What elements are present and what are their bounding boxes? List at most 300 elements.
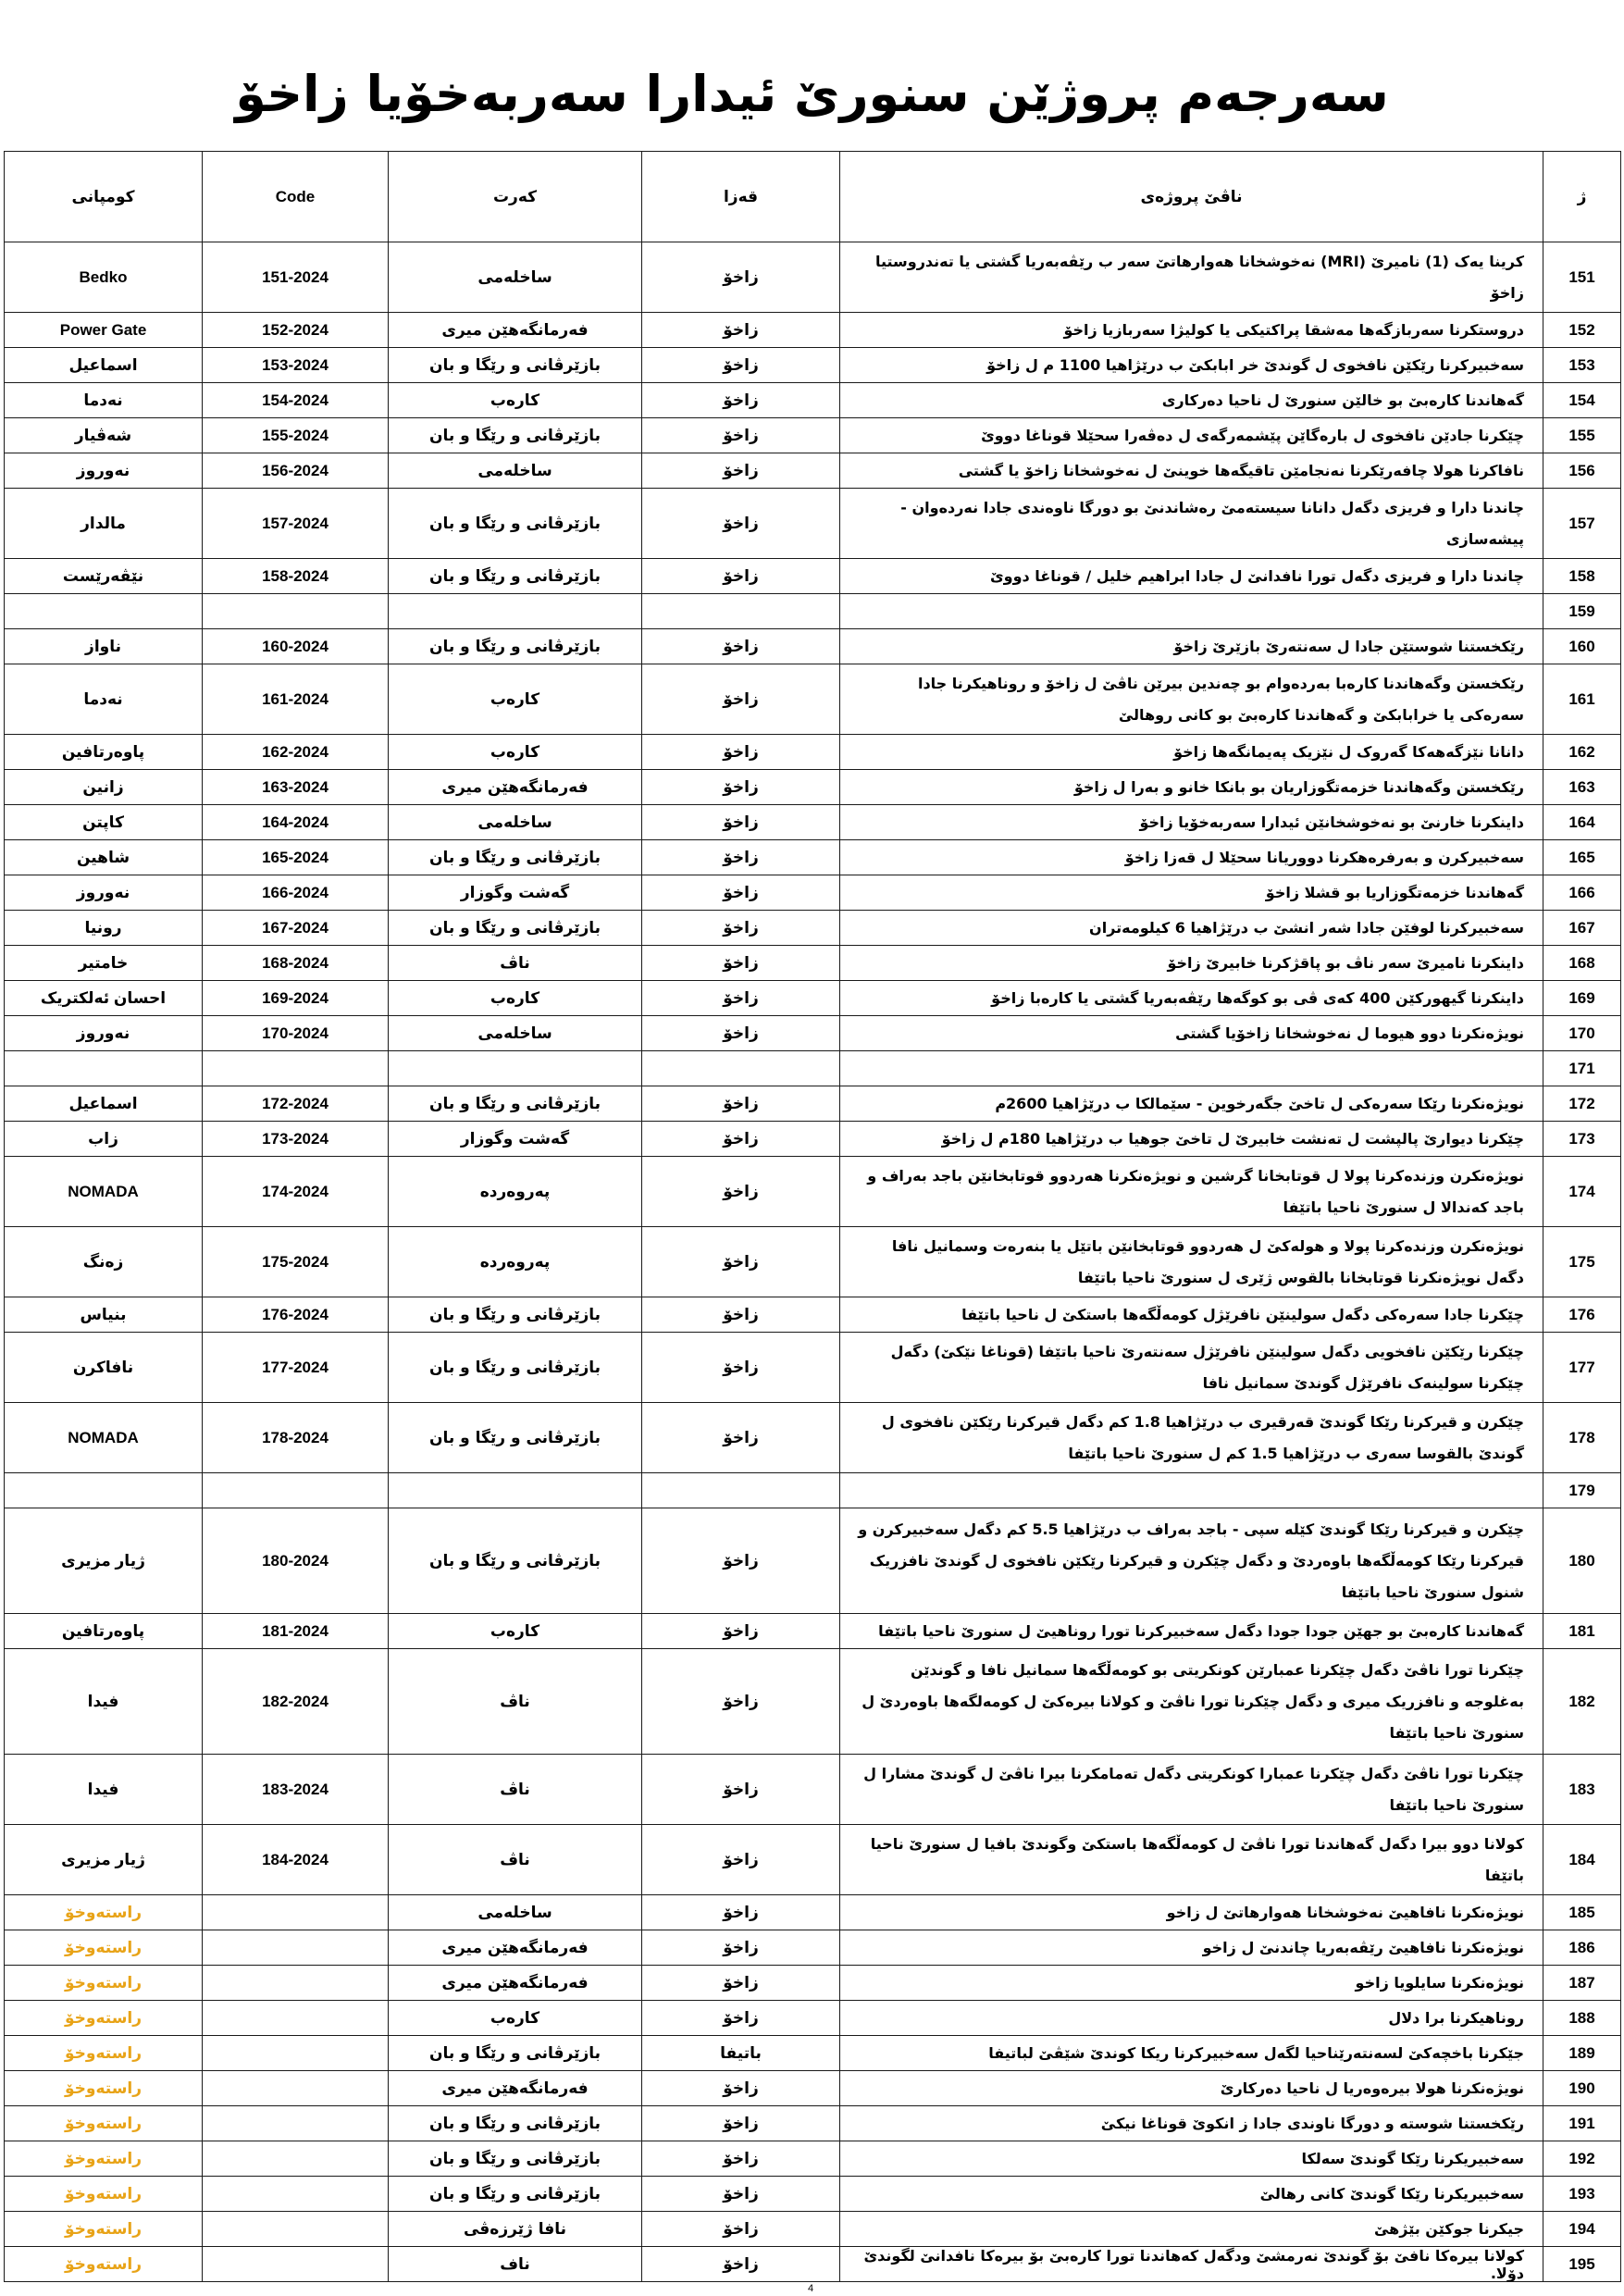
projects-table [4,151,1621,2282]
cell-name [840,594,1543,629]
cell-num [1543,1016,1621,1051]
table-row [5,1930,1621,1966]
header-num: ژ [1577,187,1587,205]
cell-num-text: 165 [1568,848,1595,866]
cell-code [203,840,389,875]
cell-code [203,453,389,489]
cell-name [840,1016,1543,1051]
table-row [5,770,1621,805]
cell-num [1543,1614,1621,1649]
cell-code-text [203,2036,388,2070]
cell-sector-text: بازێرڤانی و رێگا و بان [428,1305,601,1324]
cell-code [203,1614,389,1649]
cell-district-text: زاخۆ [723,813,759,832]
cell-code [203,1086,389,1122]
cell-company-text: نەوروز [76,1024,130,1042]
cell-name-text: نویژەنکرن وزندەکرنا پولا و هولەکێ ل هەردوو قوتابخانێن باتێل یا بنەرەت وسمانیل نافا دگەل نویژەنکرنا قوتابخانا بالقوس ژێری ل سنورێ ناحیا باتێفا [891,1236,1524,1286]
table-row [5,2212,1621,2247]
table-row [5,1966,1621,2001]
cell-company-text: زانین [82,777,124,796]
cell-code-text [203,2071,388,2105]
cell-sector [389,805,642,840]
cell-code [203,2177,389,2212]
cell-num-text: 180 [1568,1551,1595,1570]
cell-company-text: نەدما [83,391,123,409]
table-row [5,1051,1621,1086]
table-row [5,1508,1621,1614]
cell-sector-text: کارەب [490,1621,540,1641]
cell-district [642,453,840,489]
cell-name-text: داینکرنا خارنێ بو نەخوشخانێن ئیدارا سەربەخۆیا زاخۆ [1139,813,1524,831]
cell-code-text: 160-2024 [262,637,329,655]
cell-name-text: دروستکرنا سەربازگەها مەشقا پراکتیکی یا کولیژا سەربازیا زاخۆ [1063,321,1524,339]
cell-code [203,559,389,594]
header-cell-district [642,152,840,242]
cell-num [1543,664,1621,735]
cell-num [1543,348,1621,383]
cell-sector [389,875,642,911]
header-company: کومپانی [71,187,135,205]
cell-name [840,2071,1543,2106]
cell-district [642,559,840,594]
cell-district [642,2177,840,2212]
cell-district-text: زاخۆ [723,1094,759,1113]
table-row [5,453,1621,489]
cell-district-text: زاخۆ [723,1305,759,1324]
table-row [5,489,1621,559]
cell-code [203,489,389,559]
cell-code-text: 161-2024 [262,689,329,708]
cell-code [203,2036,389,2071]
cell-name-text [840,1051,1543,1086]
table-row [5,2106,1621,2141]
cell-district-text: زاخۆ [723,2079,759,2098]
cell-district-text: زاخۆ [723,1621,759,1641]
cell-company-text: بنیاس [80,1305,127,1323]
cell-company-text: کاپتن [82,813,124,831]
cell-num-text: 184 [1568,1850,1595,1868]
cell-company [5,1895,203,1930]
cell-district [642,805,840,840]
cell-num [1543,242,1621,313]
cell-sector-text: بازێرڤانی و رێگا و بان [428,1428,601,1447]
cell-district [642,383,840,418]
cell-num [1543,1825,1621,1895]
cell-district-text: زاخۆ [723,320,759,340]
cell-district [642,1403,840,1473]
cell-company [5,735,203,770]
header-name: ناڤێ پروژەی [1140,187,1243,206]
cell-num [1543,629,1621,664]
cell-num-text: 192 [1568,2149,1595,2167]
cell-code-text: 180-2024 [262,1551,329,1570]
table-row [5,1333,1621,1403]
cell-company [5,1825,203,1895]
cell-code [203,1473,389,1508]
cell-name [840,242,1543,313]
cell-company-text: رونیا [84,918,122,937]
header-cell-company [5,152,203,242]
table-row [5,418,1621,453]
cell-code-text: 167-2024 [262,918,329,937]
cell-district-text: باتیفا [720,2043,762,2063]
page-title: سەرجەم پروژێن سنورێ ئیدارا سەربەخۆیا زاخۆ [235,65,1389,123]
cell-company [5,1297,203,1333]
header-cell-num [1543,152,1621,242]
cell-district [642,1122,840,1157]
cell-name [840,1825,1543,1895]
cell-sector [389,1051,642,1086]
cell-num [1543,1966,1621,2001]
cell-name [840,559,1543,594]
table-row [5,594,1621,629]
cell-sector [389,489,642,559]
table-row [5,348,1621,383]
cell-sector [389,911,642,946]
cell-sector [389,1227,642,1297]
cell-sector [389,2247,642,2282]
cell-district [642,313,840,348]
cell-name [840,2177,1543,2212]
cell-sector [389,1473,642,1508]
cell-district [642,1157,840,1227]
cell-code-text: 174-2024 [262,1182,329,1200]
table-row [5,1895,1621,1930]
cell-num-text: 156 [1568,461,1595,479]
cell-name [840,1086,1543,1122]
cell-num [1543,313,1621,348]
cell-company [5,2177,203,2212]
cell-district-text: زاخۆ [723,267,759,287]
cell-sector-text: فەرمانگەهێن میری [441,320,589,340]
cell-code-text: 176-2024 [262,1305,329,1323]
cell-company [5,348,203,383]
cell-company [5,1473,203,1508]
cell-code-text: 158-2024 [262,566,329,585]
cell-name-text: نویژەنکرنا سایلویا زاخو [1355,1974,1524,1992]
cell-sector-text: بازێرڤانی و رێگا و بان [428,2184,601,2203]
cell-name [840,1930,1543,1966]
cell-num [1543,1649,1621,1755]
cell-name [840,418,1543,453]
cell-company-text: اسماعیل [68,355,138,374]
cell-num [1543,981,1621,1016]
cell-num [1543,2141,1621,2177]
cell-district [642,840,840,875]
cell-company [5,1403,203,1473]
cell-name-text: چێکرنا رێکێن نافخویی دگەل سولینێن نافرێژل سەنتەرێ ناحیا باتێفا (قوناغا نێکێ) دگەل چێکرنا سولینەک نافرێژل گوندێ سمانیل نافا [890,1342,1524,1392]
cell-company [5,313,203,348]
cell-num [1543,1086,1621,1122]
cell-sector-text: فەرمانگەهێن میری [441,777,589,797]
cell-district-text: زاخۆ [723,1129,759,1148]
cell-name [840,1403,1543,1473]
cell-district-text: زاخۆ [723,1903,759,1922]
cell-district [642,911,840,946]
table-row [5,1825,1621,1895]
cell-num [1543,1122,1621,1157]
cell-name-text: رێکخستنا شوستە و دورگا ناوندی جادا ز انکوێ قوناغا نیکێ [1100,2115,1524,2132]
cell-company [5,242,203,313]
cell-name [840,735,1543,770]
cell-company [5,2247,203,2282]
cell-code [203,418,389,453]
cell-sector [389,559,642,594]
cell-district-text [642,1051,839,1086]
cell-name [840,1508,1543,1614]
cell-district [642,2141,840,2177]
cell-company-text: نێڤەرێست [62,566,144,585]
cell-company [5,1157,203,1227]
cell-sector [389,1755,642,1825]
cell-district [642,629,840,664]
cell-name [840,1614,1543,1649]
cell-district-text: زاخۆ [723,2254,759,2274]
cell-name-text: چاندنا دارا و فریزی دگەل تورا نافدانێ ل جادا ابراهیم خلیل / قوناغا دووێ [989,567,1524,585]
cell-name [840,2141,1543,2177]
cell-code-text: 152-2024 [262,320,329,339]
cell-name [840,840,1543,875]
cell-code [203,1930,389,1966]
cell-num [1543,418,1621,453]
cell-sector-text: پەروەردە [479,1252,551,1272]
cell-company-text [5,1051,202,1086]
cell-sector [389,1508,642,1614]
cell-name-text: جێکرنا باخچەکێ لسەنتەرێناحیا لگەل سەخبیرکرنا ریکا کوندێ شێڤێ لباتیفا [988,2044,1524,2062]
cell-num-text: 162 [1568,742,1595,761]
cell-name-text: چێکرنا جادا سەرەکی دگەل سولینێن نافرێژل کومەڵگەها باستکێ ل ناحیا باتێفا [961,1306,1524,1323]
page-number: 4 [808,2283,814,2294]
cell-num [1543,2106,1621,2141]
cell-company [5,1755,203,1825]
cell-code [203,348,389,383]
cell-code-text: 172-2024 [262,1094,329,1112]
cell-num-text: 163 [1568,777,1595,796]
cell-sector-text: بازێرڤانی و رێگا و بان [428,2114,601,2133]
cell-num-text: 181 [1568,1621,1595,1640]
cell-num-text: 175 [1568,1252,1595,1271]
cell-code [203,664,389,735]
cell-company-text: فیدا [87,1692,119,1710]
cell-district [642,489,840,559]
cell-district-text: زاخۆ [723,2008,759,2028]
cell-num-text: 187 [1568,1973,1595,1992]
cell-name [840,1333,1543,1403]
cell-sector-text: بازێرڤانی و رێگا و بان [428,1358,601,1377]
cell-company-text: اسماعیل [68,1094,138,1112]
cell-company [5,770,203,805]
cell-num-text: 152 [1568,320,1595,339]
cell-name-text: نویژەنکرنا نافاهیێ رێڤەبەریا چاندنێ ل زاخو [1202,1939,1524,1956]
cell-name [840,805,1543,840]
cell-sector [389,946,642,981]
cell-num-text: 185 [1568,1903,1595,1921]
cell-company-text: راستەوخۆ [64,2219,143,2238]
cell-sector [389,1086,642,1122]
cell-code-text: 170-2024 [262,1024,329,1042]
cell-code-text [203,2212,388,2246]
cell-sector-text: بازێرڤانی و رێگا و بان [428,2043,601,2063]
cell-sector [389,2141,642,2177]
cell-name-text: گەهاندنا خزمەتگوزاریا بو قشلا زاخۆ [1265,884,1524,901]
cell-district [642,1086,840,1122]
cell-company [5,489,203,559]
cell-sector-text [389,1473,641,1508]
cell-name-text: نویژەنکرنا رێکا سەرەکی ل تاخێ جگەرخوین - سێمالکا ب درێژاهیا 2600م [995,1095,1524,1112]
cell-num [1543,2247,1621,2282]
cell-num [1543,805,1621,840]
cell-name [840,2036,1543,2071]
header-district: قەزا [723,187,759,206]
cell-num [1543,1403,1621,1473]
cell-code [203,1122,389,1157]
cell-code-text [203,2106,388,2141]
cell-code [203,383,389,418]
cell-name [840,981,1543,1016]
cell-code [203,2071,389,2106]
cell-code [203,242,389,313]
cell-sector [389,1122,642,1157]
cell-company-text: مالدار [81,514,126,532]
cell-sector [389,242,642,313]
cell-sector-text: ناڤ [500,953,530,973]
cell-num-text: 169 [1568,988,1595,1007]
cell-num [1543,840,1621,875]
cell-district-text: زاخۆ [723,2219,759,2239]
header-row [5,152,1621,242]
cell-name-text: گەهاندنا کارەبێ بو خالێن سنورێ ل ناحیا دەرکاری [1161,391,1524,409]
table-row [5,1157,1621,1227]
cell-company [5,1649,203,1755]
cell-name [840,1157,1543,1227]
cell-sector [389,2106,642,2141]
cell-sector [389,1825,642,1895]
table-row [5,1227,1621,1297]
cell-num-text: 186 [1568,1938,1595,1956]
cell-code-text: 165-2024 [262,848,329,866]
cell-company [5,2141,203,2177]
cell-code [203,594,389,629]
cell-sector-text [389,594,641,628]
cell-district-text: زاخۆ [723,1692,759,1711]
cell-company-text: راستەوخۆ [64,2114,143,2132]
cell-company-text: راستەوخۆ [64,2149,143,2167]
cell-district [642,1930,840,1966]
cell-num-text: 172 [1568,1094,1595,1112]
cell-num-text: 176 [1568,1305,1595,1323]
header-sector: کەرت [492,187,538,206]
cell-code [203,911,389,946]
cell-sector-text: ناڤ [500,1692,530,1711]
cell-name [840,1051,1543,1086]
cell-company-text: راستەوخۆ [64,2184,143,2203]
cell-district-text: زاخۆ [723,1358,759,1377]
cell-code-text [203,594,388,628]
cell-district [642,2212,840,2247]
cell-code [203,1333,389,1403]
cell-sector [389,348,642,383]
cell-num-text: 154 [1568,391,1595,409]
cell-district-text: زاخۆ [723,742,759,762]
cell-sector [389,840,642,875]
cell-sector [389,1930,642,1966]
cell-code-text: 178-2024 [262,1428,329,1446]
cell-num-text: 174 [1568,1182,1595,1200]
table-row [5,242,1621,313]
cell-sector [389,2212,642,2247]
cell-district [642,1966,840,2001]
cell-district-text: زاخۆ [723,988,759,1008]
cell-district-text: زاخۆ [723,883,759,902]
cell-code-text: 153-2024 [262,355,329,374]
cell-name-text: رێکخستنا شوستێن جادا ل سەنتەرێ بازێرێ زاخۆ [1173,638,1524,655]
cell-sector [389,1297,642,1333]
cell-company [5,664,203,735]
cell-company [5,559,203,594]
cell-name-text: جیکرنا جوکێن بێژهێ [1373,2220,1524,2238]
cell-sector-text: بازێرڤانی و رێگا و بان [428,848,601,867]
cell-company [5,946,203,981]
table-row [5,2036,1621,2071]
cell-sector [389,770,642,805]
cell-sector-text: بازێرڤانی و رێگا و بان [428,2149,601,2168]
cell-sector [389,313,642,348]
cell-code-text: 155-2024 [262,426,329,444]
cell-code-text [203,1473,388,1508]
cell-company [5,1016,203,1051]
table-row [5,911,1621,946]
cell-num [1543,875,1621,911]
cell-company-text: راستەوخۆ [64,1903,143,1921]
cell-company-text [5,594,202,628]
table-row [5,2071,1621,2106]
cell-district-text: زاخۆ [723,355,759,375]
cell-num-text: 179 [1568,1481,1595,1499]
cell-name-text: سەخبیریکرنا رێکا گوندێ سەلکا [1301,2150,1524,2167]
cell-name [840,875,1543,911]
cell-name [840,1473,1543,1508]
cell-name-text: نویژەنکرنا نافاهیێ نەخوشخانا هەوارهاتێ ل زاخو [1166,1904,1524,1921]
cell-company [5,1930,203,1966]
cell-code-text: 173-2024 [262,1129,329,1148]
cell-code-text: 169-2024 [262,988,329,1007]
cell-sector [389,2071,642,2106]
cell-num-text: 193 [1568,2184,1595,2203]
cell-district [642,2036,840,2071]
cell-num-text: 173 [1568,1129,1595,1148]
cell-company [5,911,203,946]
cell-name-text: سەخبیرکرنا لوفێن جادا شەر انشێ ب درێژاهیا 6 کیلومەتران [1089,919,1524,937]
cell-district [642,242,840,313]
cell-sector-text: ساخلەمی [477,267,552,287]
cell-num-text: 168 [1568,953,1595,972]
table-row [5,840,1621,875]
cell-code [203,2106,389,2141]
cell-name-text: چێکرن و قیرکرنا رێکا گوندێ کێلە سپی - باجد بەراف ب درێژاهیا 5.5 کم دگەل سەخبیرکرن و قیرکرنا رێکا کومەڵگەها باوەردێ و دگەل چێکرن و قیرکرنا رێکێن نافخوی ل گوندێ نافزریک شنول سنورێ ناحیا باتێفا [858,1520,1524,1601]
cell-num-text: 189 [1568,2043,1595,2062]
cell-code [203,805,389,840]
cell-code [203,313,389,348]
cell-district-text: زاخۆ [723,2114,759,2133]
cell-company [5,2071,203,2106]
cell-code-text: 175-2024 [262,1252,329,1271]
cell-company-text [5,1473,202,1508]
cell-sector-text: ساخلەمی [477,813,552,832]
cell-sector [389,453,642,489]
cell-district-text: زاخۆ [723,1252,759,1272]
cell-company-text: Bedko [79,267,128,286]
cell-district-text: زاخۆ [723,1551,759,1570]
